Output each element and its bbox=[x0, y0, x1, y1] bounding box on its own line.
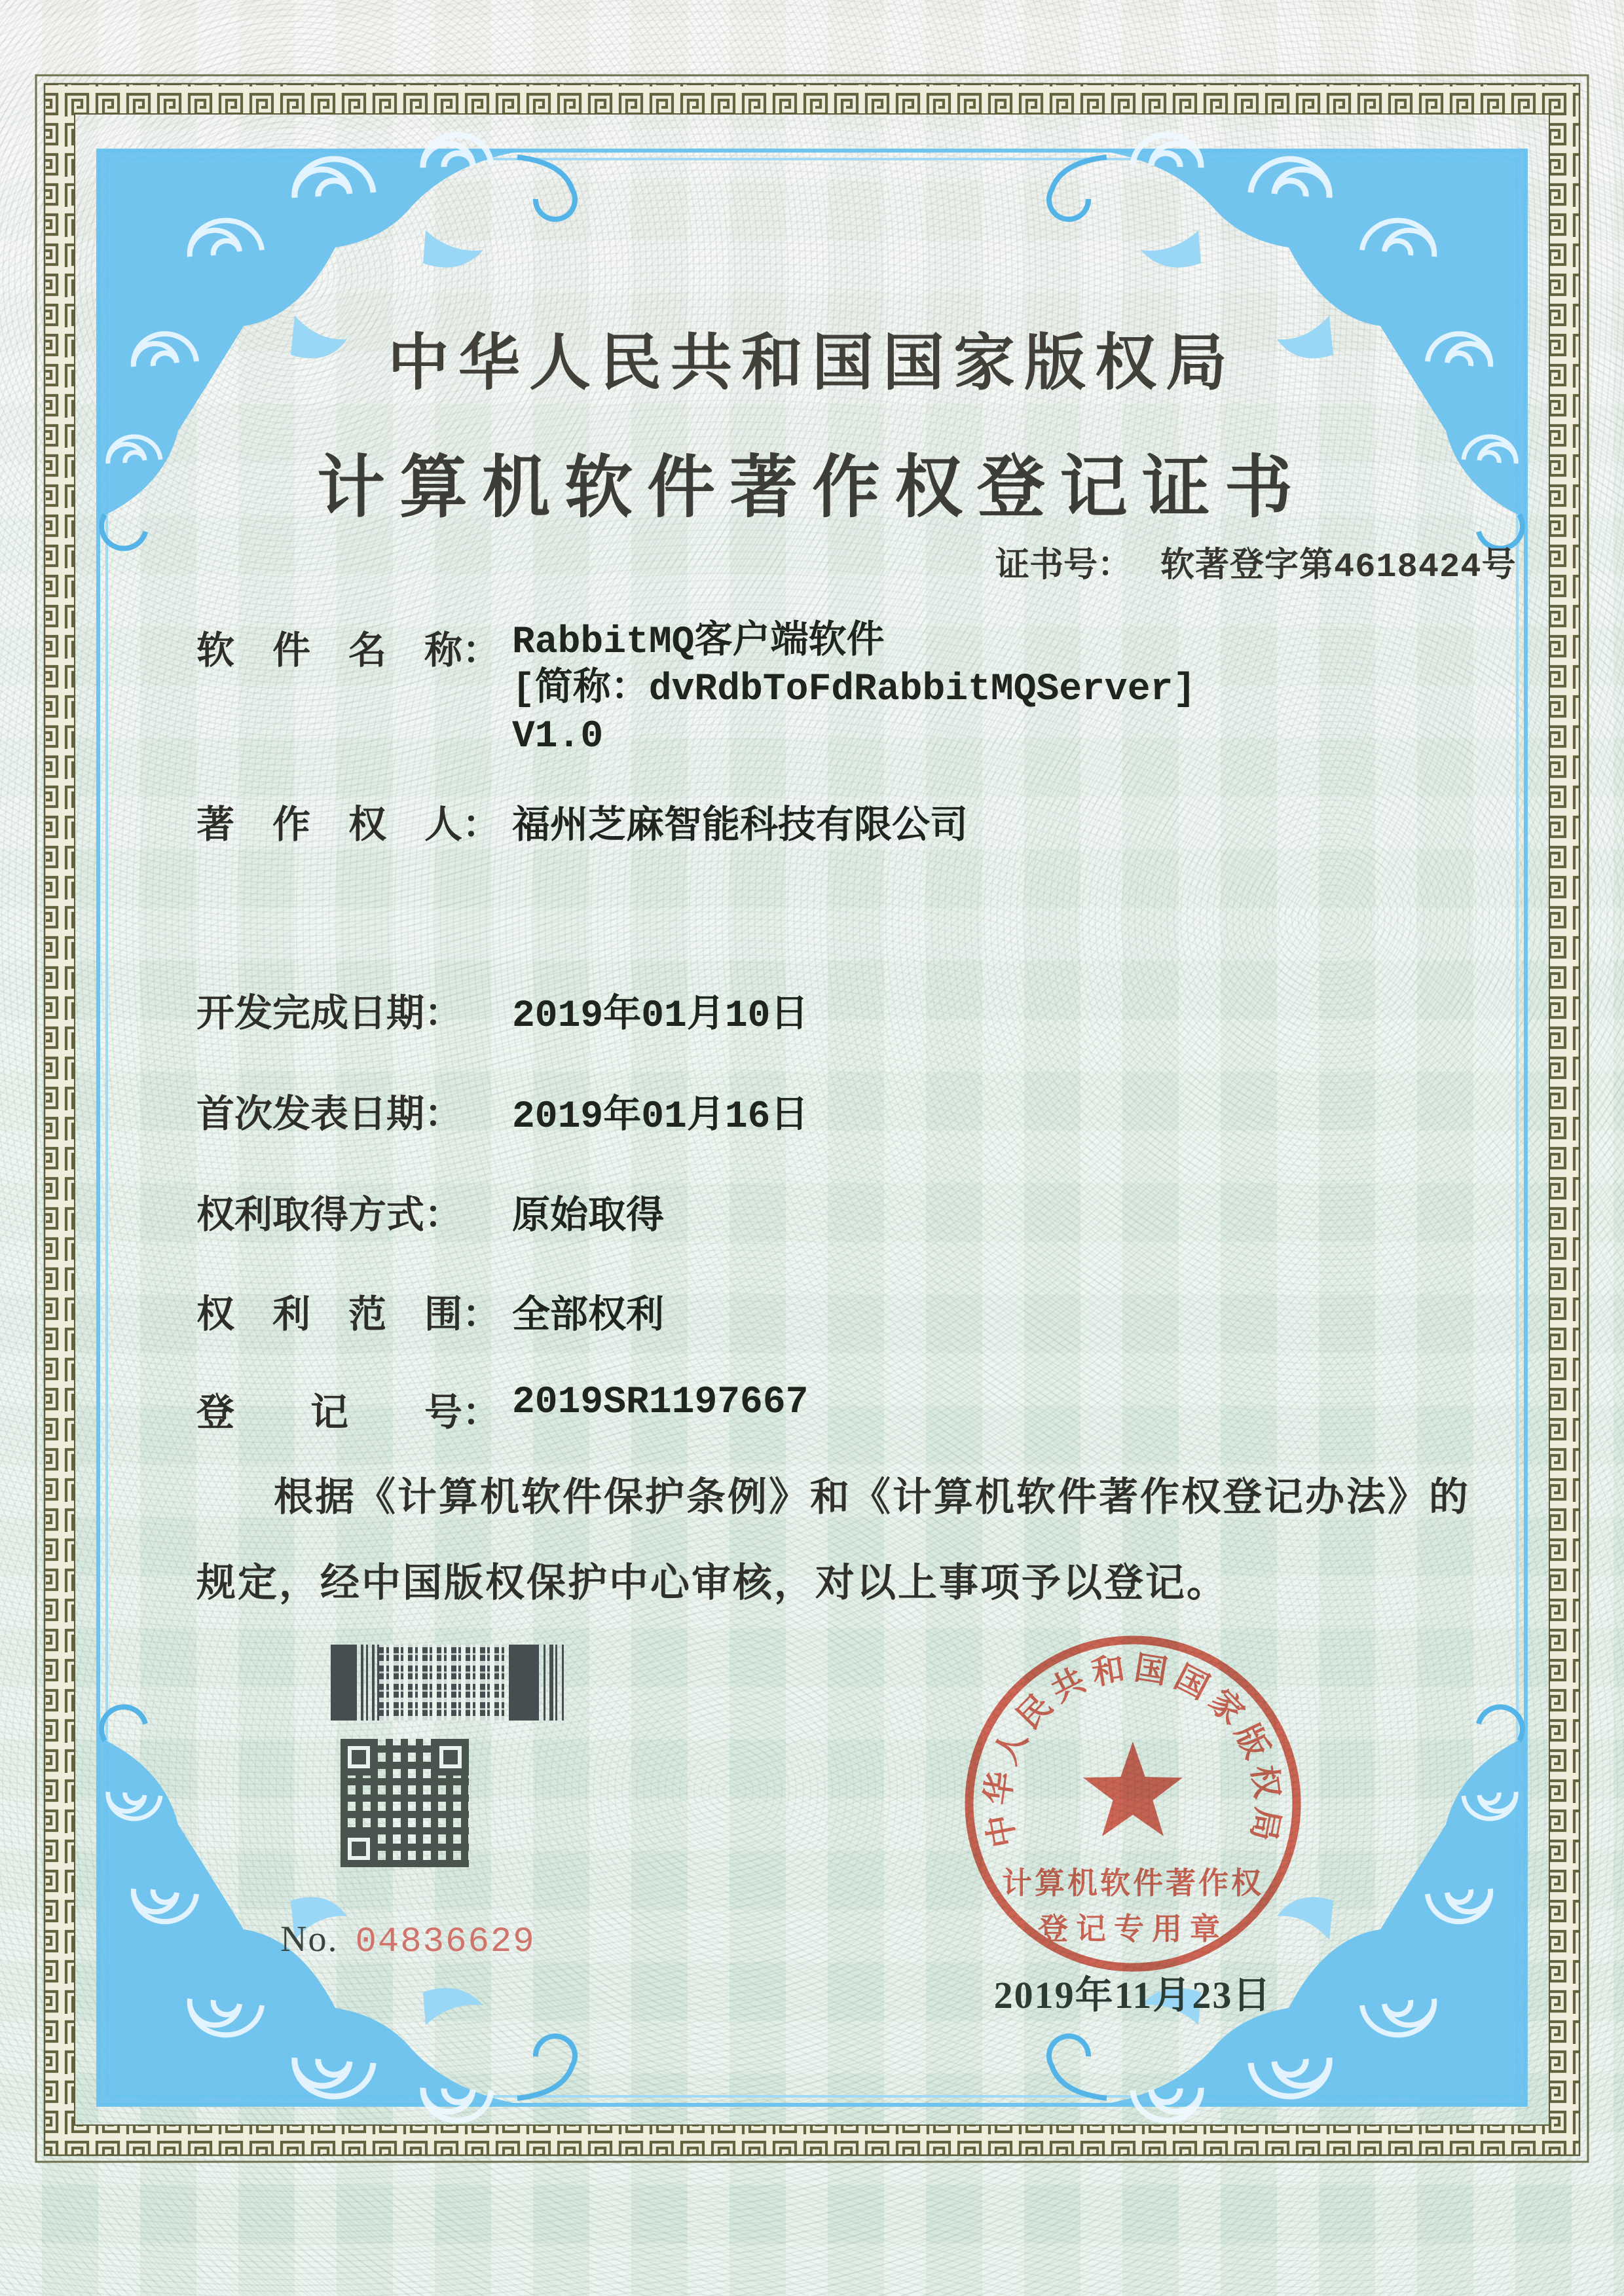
software-name-label: 软 件 名 称： bbox=[196, 629, 501, 672]
dev-completion-date-value: 2019年01月10日 bbox=[512, 995, 809, 1038]
certificate-number-value: 软著登字第4618424号 bbox=[1160, 548, 1517, 587]
software-short-name-value: [简称：dvRdbToFdRabbitMQServer] bbox=[512, 668, 1196, 711]
qr-code bbox=[341, 1739, 469, 1867]
barcode-matrix bbox=[379, 1645, 505, 1721]
certificate-title: 计算机软件著作权登记证书 bbox=[316, 450, 1307, 526]
official-seal bbox=[923, 1597, 1342, 2016]
first-publication-date-label: 首次发表日期： bbox=[196, 1093, 463, 1135]
software-version-value: V1.0 bbox=[512, 716, 604, 758]
serial-number-line bbox=[280, 1918, 536, 1962]
barcode bbox=[331, 1645, 568, 1721]
rights-acquisition-label: 权利取得方式： bbox=[196, 1194, 463, 1236]
field-dev-completion-date bbox=[196, 982, 808, 1038]
qr-finder-top-left bbox=[341, 1739, 377, 1776]
certificate-number-label: 证书号： bbox=[995, 547, 1132, 584]
field-rights-scope bbox=[196, 1283, 664, 1339]
software-name-value: RabbitMQ客户端软件 bbox=[512, 621, 885, 664]
statement-line-1: 根据《计算机软件保护条例》和《计算机软件著作权登记办法》的 bbox=[274, 1476, 1470, 1519]
field-copyright-owner bbox=[196, 793, 968, 849]
serial-number-label: No. bbox=[280, 1919, 339, 1959]
dev-completion-date-label: 开发完成日期： bbox=[196, 992, 463, 1034]
rights-scope-label: 权 利 范 围： bbox=[196, 1293, 501, 1336]
rights-acquisition-value: 原始取得 bbox=[512, 1197, 665, 1239]
field-rights-acquisition bbox=[196, 1184, 664, 1239]
qr-finder-bottom-left bbox=[341, 1831, 377, 1867]
registration-number-label: 登 记 号： bbox=[196, 1391, 501, 1434]
first-publication-date-value: 2019年01月16日 bbox=[512, 1096, 809, 1139]
copyright-owner-value: 福州芝麻智能科技有限公司 bbox=[512, 807, 969, 849]
barcode-bars-right bbox=[539, 1645, 568, 1721]
barcode-guard-left bbox=[331, 1645, 357, 1721]
field-first-publication-date bbox=[196, 1083, 808, 1139]
seal-ring-text: 中华人民共和国国家版权局 bbox=[979, 1649, 1287, 1851]
qr-finder-top-right bbox=[432, 1739, 469, 1776]
serial-number-value: 04836629 bbox=[355, 1922, 536, 1962]
registration-number-value: 2019SR1197667 bbox=[512, 1381, 809, 1424]
issue-date: 2019年11月23日 bbox=[993, 1974, 1272, 2016]
seal-text-line-2: 登记专用章 bbox=[1038, 1912, 1228, 1946]
barcode-guard-right bbox=[509, 1645, 539, 1721]
field-software-name bbox=[196, 619, 1196, 761]
seal-text-line-1: 计算机软件著作权 bbox=[1002, 1867, 1264, 1900]
seal-star-icon bbox=[1083, 1741, 1183, 1836]
statement-line-2: 规定，经中国版权保护中心审核，对以上事项予以登记。 bbox=[196, 1561, 1228, 1605]
field-registration-number bbox=[196, 1381, 808, 1436]
rights-scope-value: 全部权利 bbox=[512, 1296, 665, 1339]
barcode-bars-left bbox=[357, 1645, 379, 1721]
issuing-authority: 中华人民共和国国家版权局 bbox=[387, 329, 1236, 397]
certificate-number-line bbox=[995, 537, 1516, 587]
copyright-owner-label: 著 作 权 人： bbox=[196, 803, 501, 846]
